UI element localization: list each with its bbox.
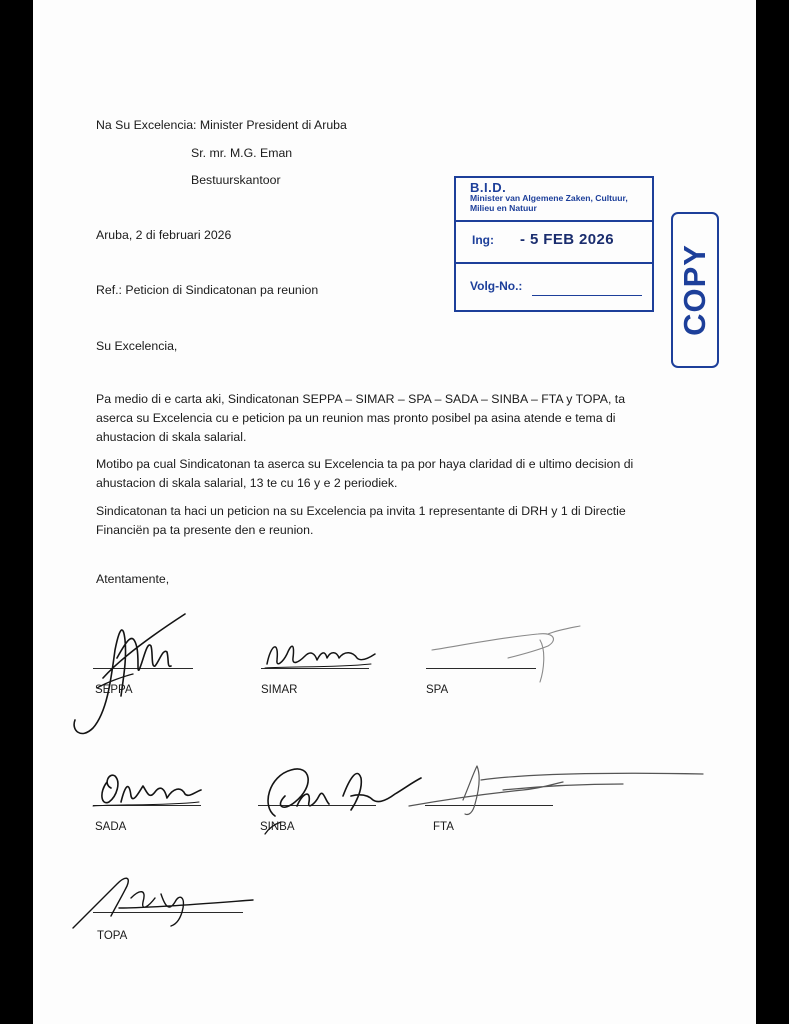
salutation: Su Excelencia, [96, 339, 178, 353]
stamp-header-box [456, 178, 652, 222]
stamp-ministry [470, 194, 628, 213]
stamp-volg-line [532, 295, 642, 296]
addressee-line-2: Sr. mr. M.G. Eman [191, 146, 293, 160]
paragraph-1-line: Pa medio di e carta aki, Sindicatonan SEPPA – SIMAR – SPA – SADA – SINBA – FTA y TOPA, ta [96, 392, 626, 406]
signature-sada [91, 762, 211, 817]
signature-topa [69, 868, 259, 938]
paragraph-2 [96, 455, 633, 493]
closing: Atentamente, [96, 572, 170, 586]
signature-spa [428, 610, 588, 690]
stamp-ministry-line: Milieu en Natuur [470, 202, 537, 213]
signatory-label: TOPA [97, 930, 128, 942]
stamp-bid: B.I.D. [470, 180, 507, 195]
copy-stamp-text: COPY [677, 244, 712, 336]
copy-stamp [671, 212, 719, 368]
received-stamp [454, 176, 654, 312]
letter-reference: Ref.: Peticion di Sindicatonan pa reunion [96, 283, 319, 297]
signature-sinba [255, 756, 425, 836]
stamp-ing-row [456, 220, 652, 264]
stamp-received-date: - 5 FEB 2026 [520, 231, 615, 248]
paragraph-1 [96, 390, 625, 447]
stamp-ministry-line: Minister van Algemene Zaken, Cultuur, [470, 193, 628, 203]
right-black-border [756, 0, 789, 1024]
stamp-volg-label: Volg-No.: [470, 279, 523, 293]
addressee-line-1: Na Su Excelencia: Minister President di Aruba [96, 118, 347, 132]
letter-date: Aruba, 2 di februari 2026 [96, 228, 232, 242]
signatory-label: SEPPA [95, 684, 133, 696]
paragraph-2-line: Motibo pa cual Sindicatonan ta aserca su Excelencia ta pa por haya claridad di e ultimo decision di [96, 457, 634, 471]
signature-simar [261, 632, 381, 677]
stamp-ing-label: Ing: [472, 233, 494, 247]
signatory-label: SIMAR [261, 684, 298, 696]
paragraph-3-line: Financiën pa ta presente den e reunion. [96, 523, 314, 537]
signature-seppa [67, 600, 207, 740]
signatory-label: SADA [95, 821, 127, 833]
signatory-label: SINBA [260, 821, 295, 833]
signatory-label: SPA [426, 684, 449, 696]
paragraph-3-line: Sindicatonan ta haci un peticion na su Excelencia pa invita 1 representante di DRH y 1 di Directie [96, 504, 626, 518]
paragraph-1-line: aserca su Excelencia cu e peticion pa un reunion mas pronto posibel pa asina atende e tema di [96, 411, 616, 425]
paragraph-2-line: ahustacion di skala salarial, 13 te cu 16 y e 2 periodiek. [96, 476, 398, 490]
letter-page [33, 0, 756, 1024]
left-black-border [0, 0, 33, 1024]
paragraph-1-line: ahustacion di skala salarial. [96, 430, 247, 444]
signature-fta [403, 760, 713, 820]
signatory-label: FTA [433, 821, 454, 833]
paragraph-3 [96, 502, 626, 540]
addressee-line-3: Bestuurskantoor [191, 173, 281, 187]
